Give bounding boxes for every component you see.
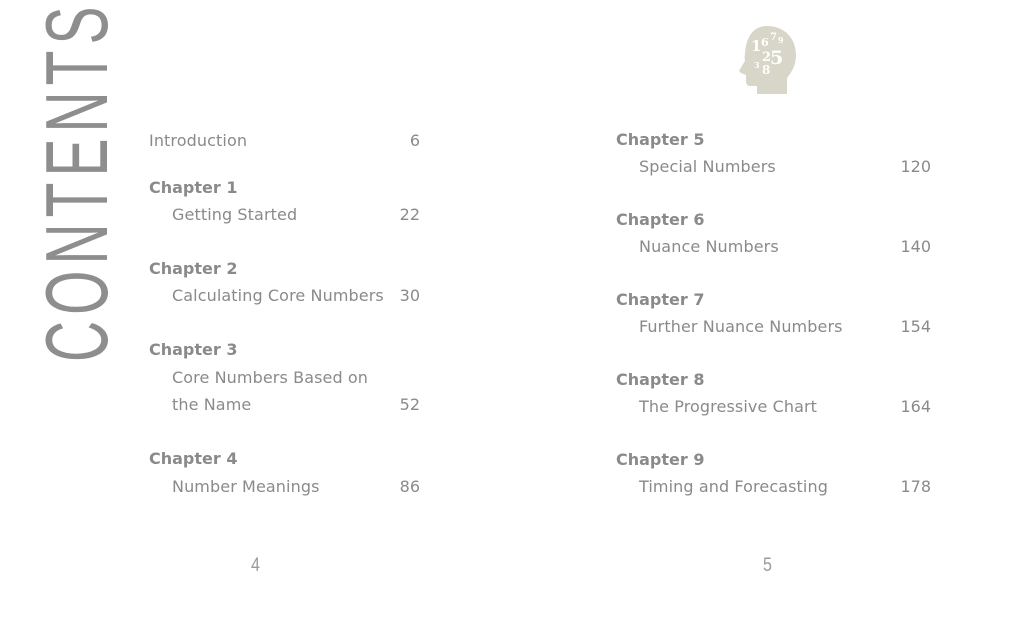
left-page-number: 4 xyxy=(251,555,260,576)
contents-heading: CONTENTS xyxy=(27,0,127,362)
chapter-2-page: 30 xyxy=(399,286,420,305)
chapter-7-label: Chapter 7 xyxy=(616,290,705,309)
chapter-9-label: Chapter 9 xyxy=(616,450,705,469)
chapter-3-title-line2: the Name xyxy=(172,395,252,414)
logo-digit-7: 7 xyxy=(770,32,777,43)
intro-page: 6 xyxy=(409,131,420,150)
chapter-3-page: 52 xyxy=(399,395,420,414)
chapter-2-label: Chapter 2 xyxy=(149,259,238,278)
chapter-8-title: The Progressive Chart xyxy=(639,397,818,416)
chapter-3-label: Chapter 3 xyxy=(149,340,238,359)
logo-digit-1: 1 xyxy=(751,37,762,55)
chapter-3-title-line1: Core Numbers Based on xyxy=(172,368,369,387)
chapter-9-page: 178 xyxy=(900,477,931,496)
chapter-1-title: Getting Started xyxy=(172,205,298,224)
logo-digit-3: 3 xyxy=(754,60,760,70)
chapter-6-title: Nuance Numbers xyxy=(639,237,779,256)
chapter-4-title: Number Meanings xyxy=(172,477,320,496)
logo-digit-5: 5 xyxy=(770,47,784,69)
chapter-2-title: Calculating Core Numbers xyxy=(172,286,384,305)
right-page-number: 5 xyxy=(763,555,772,576)
logo-digit-6: 6 xyxy=(761,36,769,49)
chapter-7-title: Further Nuance Numbers xyxy=(639,317,843,336)
intro-title: Introduction xyxy=(149,131,248,150)
chapter-1-page: 22 xyxy=(399,205,420,224)
chapter-1-label: Chapter 1 xyxy=(149,178,238,197)
chapter-4-label: Chapter 4 xyxy=(149,449,238,468)
chapter-6-label: Chapter 6 xyxy=(616,210,705,229)
logo-digit-8: 8 xyxy=(762,63,771,77)
logo-digit-2: 2 xyxy=(762,50,772,65)
chapter-5-title: Special Numbers xyxy=(639,157,776,176)
chapter-7-page: 154 xyxy=(900,317,931,336)
numerology-head-icon xyxy=(737,24,799,96)
chapter-5-label: Chapter 5 xyxy=(616,130,705,149)
chapter-8-page: 164 xyxy=(900,397,931,416)
logo-digit-9: 9 xyxy=(778,35,784,45)
chapter-4-page: 86 xyxy=(399,477,420,496)
chapter-6-page: 140 xyxy=(900,237,931,256)
chapter-5-page: 120 xyxy=(900,157,931,176)
chapter-8-label: Chapter 8 xyxy=(616,370,705,389)
chapter-9-title: Timing and Forecasting xyxy=(639,477,828,496)
